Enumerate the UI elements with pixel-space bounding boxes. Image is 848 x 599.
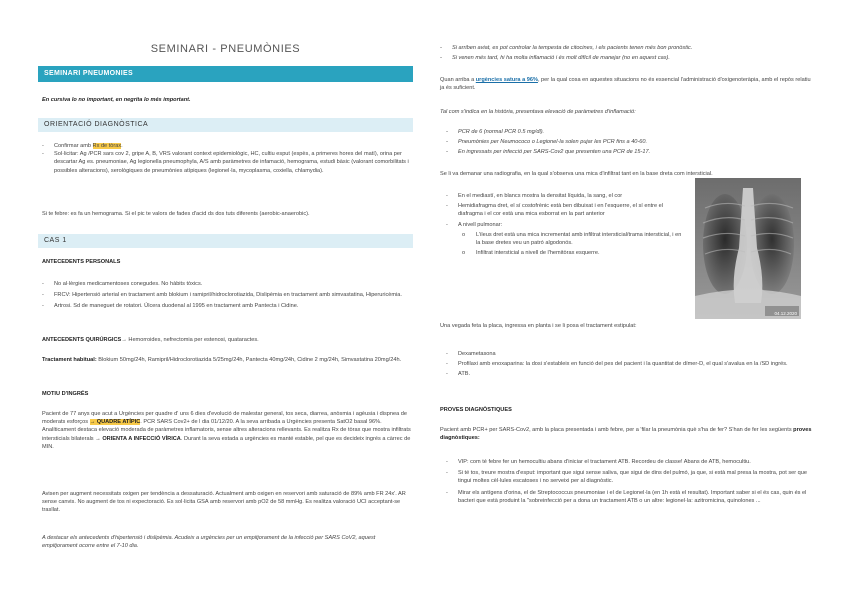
radiografia-list	[446, 192, 686, 257]
chest-xray-image	[695, 178, 801, 319]
item-text: Confirmar amb	[54, 143, 93, 149]
orientacio-heading: ORIENTACIÓ DIAGNÒSTICA	[38, 118, 413, 132]
section-banner: SEMINARI PNEUMONIES	[38, 66, 413, 82]
list-item: - FRCV: Hipertensió arterial en tractament amb blokium i ramipril/hidroclorotiazida, Dislipèmia en tractament amb simvastatina, Hiperuricèmia.	[42, 291, 412, 299]
list-item: - En ingressats per infecció per SARS-Cov2 que presenten una PCR de 15-17.	[446, 148, 812, 156]
inflamacio-heading: Tal com s'indica en la història, presentava elevació de paràmetres d'inflamació:	[440, 109, 636, 115]
list-item: - Mirar els antígens d'orina, el de Streptococcus pneumoniae i el de Legionel·la (en 1h està el resultat). Important saber si el és cas, quin és el bacteri que està produint la "sobreinfecció per a dona un tractament ATB o un altre: legionel·la: azitromicina, quinolones ...	[446, 489, 812, 505]
item-text: .	[121, 143, 123, 149]
list-item	[42, 142, 412, 150]
proves-list	[446, 458, 812, 505]
xray-date: 04.12.2020	[774, 311, 797, 316]
urgencies-paragraph	[440, 76, 812, 92]
motiu-heading: MOTIU D'INGRÉS	[42, 391, 89, 397]
proves-bold: proves diagnòstiques:	[440, 427, 812, 442]
motiu-paragraph-2: Avisen per augment necessitats oxigen per tendència a dessaturació. Actualment amb oxigen en reservori amb saturació de 89% amb FR 24x'. AR sense canvis. No augment de tos ni expectoració. Es sol·licita GSA amb reservori amb pO2 de 58 mmHg. Es realitza valoració UCI acceptant-se trasllat.	[42, 491, 406, 514]
quirurgics-text: → Hemorroides, nefrectomia per estenosi, quataractes.	[121, 337, 259, 343]
tractament-line	[42, 356, 412, 364]
tractament-label: Tractament habitual:	[42, 357, 97, 363]
sub-list-item: o L'ileus dret està una mica incrementat amb infiltrat intersticial/trama intersticial, i en la base dretes veu un patró algodonós.	[446, 231, 686, 247]
highlight-urgencies: urgències satura a 96%	[475, 77, 538, 83]
intro-note: En cursiva lo no important, en negrita lo més important.	[42, 97, 191, 103]
urg-text: , per la qual cosa en aquestes situacions no és essencial l'administració d'oxigenoteràpia, amb el repòs relatiu ja és suficient.	[440, 77, 811, 92]
list-item: - Dexametasona	[446, 350, 812, 358]
quirurgics-label: ANTECEDENTS QUIRÚRGICS	[42, 337, 122, 343]
antecedents-list	[42, 280, 412, 311]
orienta-infeccio: → ORIENTA A INFECCIÓ VÍRICA	[95, 435, 181, 442]
tractament-text: Blokium 50mg/24h, Ramipril/Hidroclorotiazida 5/25mg/24h, Pantecta 40mg/24h, Cidine 2 mg/24h, Simvastatina 20mg/24h.	[96, 357, 402, 363]
list-item: - ATB.	[446, 370, 812, 378]
list-item: - PCR de 6 (normal PCR 0.5 mg/dl).	[446, 128, 812, 136]
motiu-paragraph-3: A destacar els antecedents d'hipertensió i dislipèmia. Acudeix a urgències per un empitjorament de la infecció per SARS CoV2, aquest empitjorament ocorre entre el 7-10 dia.	[42, 535, 376, 550]
list-item: - Profilaxi amb enoxaparina: la dosi s'estableix en funció del pes del pacient i la quantitat de dímer-D, el qual s'avalua en la /SD ingrés.	[446, 360, 812, 368]
list-item: - Si té tos, treure mostra d'esput: important que sigui sense saliva, que sigui de dins del pulmó, ja que, si està mal presa la mostra, pot ser que tingui moltes cèl·lules escatoses i no serveixi per al diagnòstic.	[446, 469, 812, 485]
highlight-rx: Rx de tòrax	[92, 143, 122, 149]
febre-note: Si te febre: es fa un hemograma. Si el pic te valors de fades d'acid ds dos tuts diferents (aerobic-anaerobic).	[42, 211, 310, 217]
proves-paragraph	[440, 426, 812, 442]
top-list	[440, 44, 812, 62]
tractament-list	[446, 350, 812, 379]
motiu-text: . PCR SARS Cov2+ de l dia 01/12/20. A la seva arribada a Urgències presenta SatO2 basal 96%. Analíticament destaca elevació moderada de paràmetres inflamatoris, sense altres alteracions rellevants. Es realitza Rx de tòrax que mostra infiltrats intersticials bilaterals	[42, 419, 411, 442]
quirurgics-line	[42, 336, 412, 344]
antecedents-heading: ANTECEDENTS PERSONALS	[42, 259, 121, 265]
proves-text: Pacient amb PCR+ per SARS-Cov2, amb la placa presentada i amb febre, per a 'filar la pneumònia què s'ha de fer? S'han de fer les següents	[440, 427, 794, 433]
highlight-quadre-atipic: → QUADRE ATÍPIC	[89, 419, 141, 426]
page-title: SEMINARI - PNEUMÒNIES	[150, 43, 301, 55]
list-item: - A nivell pulmonar:	[446, 221, 686, 229]
list-item: - Artrosi. Sd de maneguet de rotatori. Úlcera duodenal al 1995 en tractament amb Pantecta i Cidine.	[42, 302, 412, 310]
urg-text: Quan arriba a	[440, 77, 476, 83]
placa-paragraph: Una vegada feta la placa, ingressa en planta i se li posa el tractament estipulat:	[440, 323, 637, 329]
list-item: - En el mediastí, en blancs mostra la densitat líquida, la sang, el cor	[446, 192, 686, 200]
list-item: - Si venen més tard, hi ha molta inflamació i és molt difícil de manejar (no en aquest cas).	[440, 54, 812, 62]
orientacio-list	[42, 142, 412, 175]
list-item: - No al·lèrgies medicamentoses conegudes. No hàbits tòxics.	[42, 280, 412, 288]
list-item: - VIP: com té febre fer un hemocultiu abans d'iniciar el tractament ATB. Recordeu de classe! Abans de ATB, hemocultiu.	[446, 458, 812, 466]
list-item: - Hemidiafragma dret, el sí costofrènic està ben dibuixat i en l'esquerre, el sí entre el diafragma i el cor està una mica esborrat en la part anterior	[446, 202, 686, 218]
radiografia-line: Se li va demanar una radiografia, en la qual s'observa una mica d'infiltrat tant en la base dreta com intersticial.	[440, 171, 713, 177]
motiu-text: Pacient de 77 anys que acut a Urgències per quadre d' uns 6 dies d'evolució de malestar general, tos seca, diarrea, anòsmia i agèusia i dispnea de moderats esforços	[42, 411, 408, 426]
list-item: - Si arriben aviat, es pot controlar la tempesta de citocines, i els pacients tenen més bon pronòstic.	[440, 44, 812, 52]
sub-list-item: o Infiltrat intersticial a nivell de l'hemitòrax esquerre.	[446, 249, 686, 257]
inflamacio-list	[446, 128, 812, 157]
list-item: - Sol·licitar: Ag /PCR sars cov 2, gripe A, B, VRS valorant context epidemiològic, HC, cultiu esput (espès, a primeres hores del matí), orina per descartar Ag es. pneumoniae, Ag legionella pneumophyla, A/S amb paràmetres de infamació, hemograma, estudi bàsic (valorant comorbilitats i possibles alteracions), serològiques de pneumònies atípiques (legionel·la, mycoplasma, coxiella, chlamydia).	[42, 150, 412, 175]
motiu-text: . Durant la seva estada a urgències es manté estable, pel que es decideix ingrés a càrrec de MIN.	[42, 435, 411, 450]
proves-heading: PROVES DIAGNÒSTIQUES	[440, 407, 512, 413]
cas-heading: CAS 1	[38, 234, 413, 248]
list-item: - Pneumònies per Neumococo o Legionel·la solen pujar les PCR fins a 40-60.	[446, 138, 812, 146]
xray-graphic	[695, 178, 801, 319]
motiu-paragraph-1	[42, 410, 412, 451]
